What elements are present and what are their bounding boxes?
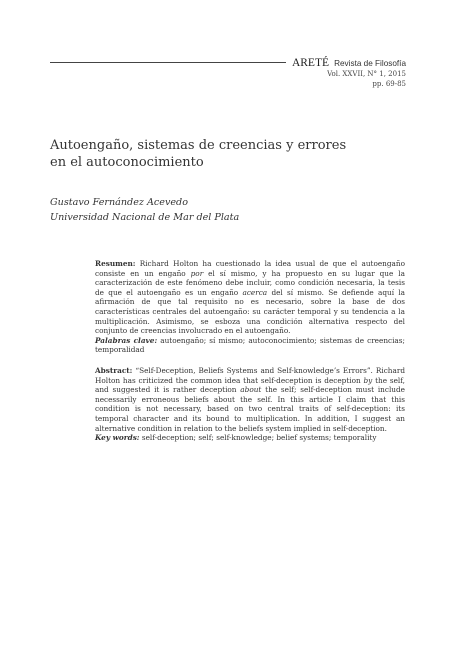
key-words-text: self-deception; self; self-knowledge; belief systems; temporality: [139, 433, 377, 443]
abstract-paragraph: [95, 366, 405, 433]
author-affiliation: Universidad Nacional de Mar del Plata: [50, 212, 240, 223]
abstract-english: [95, 366, 405, 443]
palabras-clave-text: autoengaño; sí mismo; autoconocimiento; sistemas de creencias; temporalidad: [95, 335, 405, 355]
title-line-1: Autoengaño, sistemas de creencias y errores: [50, 138, 347, 153]
title-line-2: en el autoconocimiento: [50, 155, 204, 170]
resumen-label: Resumen:: [95, 259, 136, 268]
palabras-clave-label: Palabras clave:: [95, 335, 158, 345]
palabras-clave: [95, 336, 405, 355]
resumen-text-3: del sí mismo. Se defiende aquí la afirmación de que tal requisito no es necesario, sobre la base de dos características centrales del autoengaño: su carácter temporal y su tendencia a la multiplicación. Asimismo, se esboza una condición alternativa respecto del conjunto de creencias involucrado en el autoengaño.: [95, 287, 406, 336]
abstract-em-2: about: [240, 385, 262, 395]
journal-subtitle: Revista de Filosofía: [334, 59, 406, 68]
journal-header: [292, 56, 406, 89]
abstract-text-3: the self; self-deception must include necessarily erroneous beliefs about the self. In this article I claim that this condition is not necessary, based on two central traits of self-deception: its temporal character and its bound to multiplication. In addition, I suggest an alternative condition in relation to the beliefs system implied in self-deception.: [95, 385, 405, 433]
article-title: [50, 137, 390, 171]
resumen-text-2: el sí mismo, y ha propuesto en su lugar que la caracterización de este fenómeno debe incluir, como condición necesaria, la tesis de que el autoengaño es un engaño: [95, 268, 405, 297]
author-name: Gustavo Fernández Acevedo: [50, 197, 188, 208]
journal-pages: pp. 69-85: [372, 80, 406, 88]
resumen-em-1: por: [190, 268, 204, 278]
resumen-paragraph: [95, 259, 405, 336]
resumen-em-2: acerca: [242, 287, 268, 297]
resumen-text-1: Richard Holton ha cuestionado la idea usual de que el autoengaño consiste en un engaño: [95, 259, 405, 278]
key-words: [95, 433, 405, 443]
abstract-spanish: [95, 259, 405, 355]
author-block: [50, 195, 239, 225]
abstract-text-2: the self, and suggested it is rather deception: [95, 375, 405, 395]
header-rule: [50, 62, 286, 63]
abstract-label: Abstract:: [95, 366, 133, 375]
abstract-text-1: “Self-Deception, Beliefs Systems and Self-knowledge’s Errors”. Richard Holton has criticized the common idea that self-deception is deception: [95, 366, 405, 385]
abstract-em-1: by: [363, 375, 373, 385]
journal-volume: Vol. XXVII, N° 1, 2015: [327, 70, 406, 78]
key-words-label: Key words:: [95, 433, 140, 443]
journal-name: ARETÉ: [291, 57, 329, 69]
